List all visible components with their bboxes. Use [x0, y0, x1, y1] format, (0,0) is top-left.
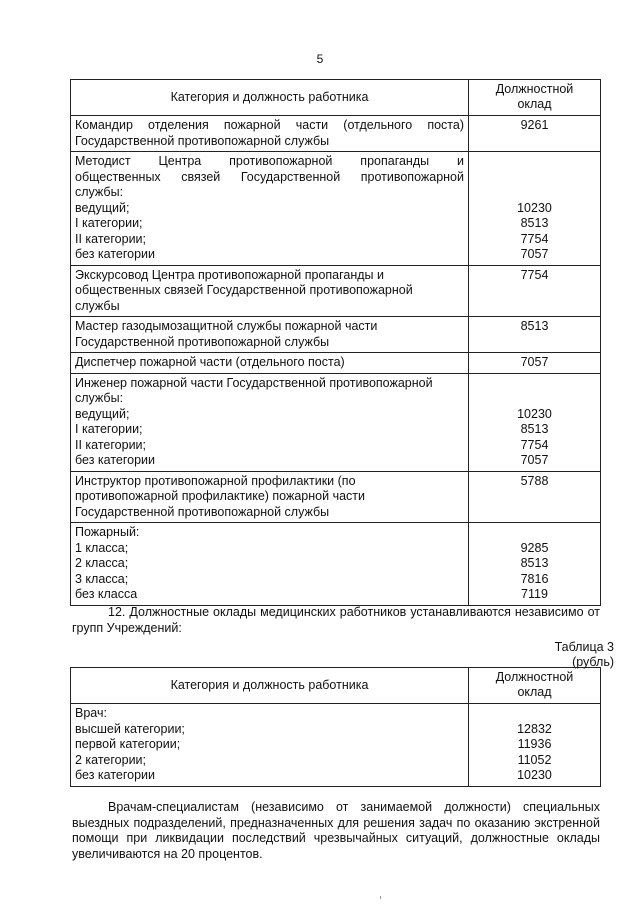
scan-mark: [380, 896, 381, 899]
salary-value: 7754: [520, 437, 549, 452]
table3-label: [555, 640, 614, 670]
salary-value: 10230: [517, 768, 552, 782]
row-salary: 9261: [469, 116, 601, 152]
category-line: Врач:: [75, 706, 107, 720]
category-line: службы: [75, 298, 120, 313]
row-category: [71, 523, 469, 606]
category-line: первой категории;: [75, 737, 181, 751]
category-line: I категории;: [75, 422, 143, 436]
salary-value: 11052: [517, 752, 552, 767]
table-row: [71, 373, 601, 471]
final-paragraph: Врачам-специалистам (независимо от занимаемой должности) специальных выездных подразделений, предназначенных для решения задач по оказанию экстренной помощи при ликвидации последствий чрезвычайных ситуаций, должностные оклады увеличиваются на 20 процентов.: [72, 800, 600, 861]
row-salary: 7057: [469, 353, 601, 374]
row-category: [71, 373, 469, 471]
row-salary: [469, 373, 601, 471]
table-row: [71, 353, 601, 374]
row-category: [71, 353, 469, 374]
paragraph-12: 12. Должностные оклады медицинских работников устанавливаются независимо от групп Учреждений:: [72, 605, 600, 635]
salary-value: 7119: [521, 587, 548, 601]
category-line: Пожарный:: [75, 525, 140, 539]
category-line: Экскурсовод Центра противопожарной пропаганды и: [75, 267, 384, 282]
row-salary: 8513: [469, 317, 601, 353]
row-salary: 7754: [469, 265, 601, 317]
header-category: Категория и должность работника: [71, 80, 469, 116]
salary-value: 12832: [517, 721, 552, 736]
table-row: [71, 116, 601, 152]
category-line: противопожарной профилактике) пожарной части: [75, 489, 365, 503]
table-row: [71, 523, 601, 606]
table-row: [71, 265, 601, 317]
row-category: [71, 471, 469, 523]
salary-value: 9285: [520, 540, 549, 555]
category-line: без категории: [75, 453, 156, 467]
row-category: [71, 317, 469, 353]
category-line: Мастер газодымозащитной службы пожарной части: [75, 319, 378, 333]
category-line: 2 класса;: [75, 556, 129, 570]
category-line: Государственной противопожарной службы: [75, 334, 330, 349]
salary-value: 10230: [517, 200, 552, 215]
row-category: [71, 704, 469, 787]
category-line: службы:: [75, 391, 124, 405]
category-line: Диспетчер пожарной части (отдельного поста): [75, 355, 345, 369]
category-line: общественных связей Государственной противопожарной: [75, 169, 464, 184]
header-salary: [469, 80, 601, 116]
header-salary-line1: Должностной: [495, 82, 574, 96]
category-line: общественных связей Государственной противопожарной: [75, 283, 413, 297]
category-line: без категории: [75, 768, 156, 782]
category-line: без категории: [75, 247, 156, 261]
category-line: 3 класса;: [75, 571, 129, 586]
category-line: ведущий;: [75, 406, 130, 421]
header-salary-line1: Должностной: [495, 670, 574, 684]
table3-title: Таблица 3: [554, 640, 614, 654]
row-category: [71, 152, 469, 266]
table3-unit: (рубль): [572, 655, 614, 669]
salary-value: 7057: [520, 247, 549, 261]
row-salary: 5788: [469, 471, 601, 523]
page-number: 5: [316, 52, 324, 66]
category-line: II категории;: [75, 437, 147, 452]
row-salary: [469, 523, 601, 606]
category-line: II категории;: [75, 231, 147, 246]
category-line: Командир отделения пожарной части (отдельного поста): [75, 118, 464, 132]
category-line: Инженер пожарной части Государственной противопожарной: [75, 375, 433, 390]
category-line: 1 класса;: [75, 540, 129, 555]
header-salary-line2: оклад: [517, 685, 552, 699]
category-line: высшей категории;: [75, 721, 185, 736]
row-category: [71, 116, 469, 152]
category-line: 2 категории;: [75, 752, 147, 767]
row-salary: [469, 152, 601, 266]
salary-value: 11936: [517, 737, 552, 751]
salary-table-medical: [70, 667, 601, 787]
salary-value: 7816: [520, 571, 549, 586]
table-header-row: [71, 668, 601, 704]
header-salary-line2: оклад: [517, 97, 552, 111]
row-category: [71, 265, 469, 317]
salary-value: 7754: [520, 231, 549, 246]
table-row: [71, 152, 601, 266]
category-line: Инструктор противопожарной профилактики (по: [75, 473, 356, 488]
category-line: Методист Центра противопожарной пропаганды и: [75, 154, 464, 168]
category-line: без класса: [75, 587, 138, 601]
category-line: Государственной противопожарной службы: [75, 504, 330, 519]
salary-value: 10230: [517, 406, 552, 421]
row-salary: [469, 704, 601, 787]
salary-value: 7057: [520, 453, 549, 467]
salary-table-fire-service: [70, 79, 601, 606]
table-row: [71, 704, 601, 787]
category-line: службы:: [75, 185, 124, 199]
table-row: [71, 471, 601, 523]
header-category: Категория и должность работника: [71, 668, 469, 704]
table-header-row: [71, 80, 601, 116]
category-line: Государственной противопожарной службы: [75, 133, 330, 148]
table-row: [71, 317, 601, 353]
category-line: I категории;: [75, 216, 143, 230]
category-line: ведущий;: [75, 200, 130, 215]
header-salary: [469, 668, 601, 704]
salary-value: 8513: [520, 216, 549, 230]
salary-value: 8513: [520, 422, 549, 436]
salary-value: 8513: [520, 556, 549, 570]
